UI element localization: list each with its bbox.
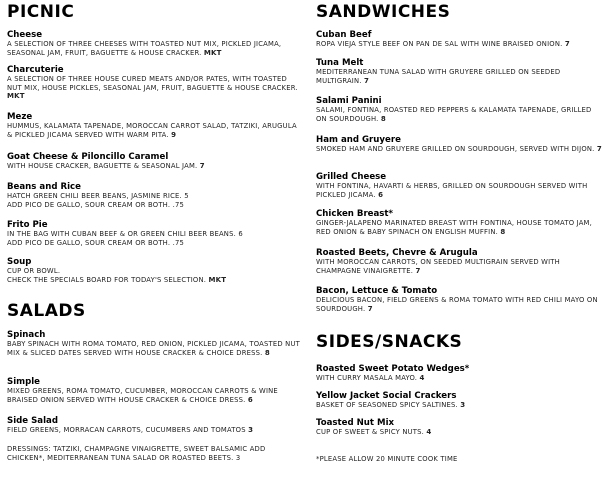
item-desc: BASKET OF SEASONED SPICY SALTINES. <box>316 401 458 409</box>
menu-item-grilled-cheese <box>316 172 602 199</box>
item-price: 3 <box>248 426 254 434</box>
item-name: Bacon, Lettuce & Tomato <box>316 286 438 296</box>
item-price: 7 <box>415 266 421 275</box>
menu-item-crackers <box>316 391 602 410</box>
item-desc: A SELECTION OF THREE HOUSE CURED MEATS AND/OR PATES, WITH TOASTED NUT MIX, HOUSE PICKLES, SEASONAL JAM, FRUIT, BAGUETTE & HOUSE CRACKER. <box>7 75 298 92</box>
menu-item-frito-pie <box>7 220 303 247</box>
item-price: 6 <box>247 395 253 404</box>
sides-title: SIDES/SNACKS <box>316 332 463 352</box>
menu-item-toasted-nut-mix <box>316 418 602 437</box>
item-desc: MEDITERRANEAN TUNA SALAD WITH GRUYERE GRILLED ON SEEDED MULTIGRAIN. <box>316 68 561 85</box>
item-name: Roasted Sweet Potato Wedges* <box>316 364 470 374</box>
sandwiches-title: SANDWICHES <box>316 2 451 22</box>
item-desc: HATCH GREEN CHILI BEER BEANS, JASMINE RICE. 5 ADD PICO DE GALLO, SOUR CREAM OR BOTH. .75 <box>7 192 189 209</box>
menu-item-tuna-melt <box>316 58 602 85</box>
salads-title: SALADS <box>7 301 86 321</box>
item-price: 7 <box>199 162 205 170</box>
item-name: Charcuterie <box>7 65 64 75</box>
item-desc: CUP OF SWEET & SPICY NUTS. <box>316 428 425 436</box>
item-name: Frito Pie <box>7 220 48 230</box>
menu-item-sweet-potato-wedges <box>316 364 602 383</box>
item-name: Roasted Beets, Chevre & Arugula <box>316 248 478 258</box>
item-desc: BABY SPINACH WITH ROMA TOMATO, RED ONION, PICKLED JICAMA, TOASTED NUT MIX & SLICED DATES SERVED WITH HOUSE CRACKER & CHOICE DRESS. <box>7 340 300 357</box>
item-desc: IN THE BAG WITH CUBAN BEEF & OR GREEN CHILI BEER BEANS. 6 ADD PICO DE GALLO, SOUR CREAM OR BOTH. .75 <box>7 230 243 247</box>
item-desc: HUMMUS, KALAMATA TAPENADE, MOROCCAN CARROT SALAD, TATZIKI, ARUGULA & PICKLED JICAMA SERVED WITH WARM PITA. <box>7 122 297 139</box>
cook-time-note: *PLEASE ALLOW 20 MINUTE COOK TIME <box>316 455 458 463</box>
item-price: 9 <box>171 130 177 139</box>
item-price: MKT <box>7 92 25 101</box>
item-name: Simple <box>7 377 41 387</box>
item-name: Spinach <box>7 330 46 340</box>
menu-item-salami-panini <box>316 96 602 123</box>
item-price: 4 <box>419 374 425 382</box>
item-name: Salami Panini <box>316 96 382 106</box>
item-desc: ROPA VIEJA STYLE BEEF ON PAN DE SAL WITH WINE BRAISED ONION. <box>316 40 563 48</box>
menu-item-cuban-beef <box>316 30 602 49</box>
item-name: Side Salad <box>7 416 58 426</box>
menu-item-blt <box>316 286 602 313</box>
menu-item-beans-and-rice <box>7 182 303 209</box>
item-desc: SMOKED HAM AND GRUYERE GRILLED ON SOURDOUGH, SERVED WITH DIJON. <box>316 145 595 153</box>
item-name: Soup <box>7 257 32 267</box>
menu-item-soup <box>7 257 303 284</box>
item-desc: WITH HOUSE CRACKER, BAGUETTE & SEASONAL JAM. <box>7 162 198 170</box>
item-desc: FIELD GREENS, MORRACAN CARROTS, CUCUMBERS AND TOMATOS <box>7 426 246 434</box>
item-price: 8 <box>380 114 386 123</box>
item-name: Cuban Beef <box>316 30 372 40</box>
item-desc: SALAMI, FONTINA, ROASTED RED PEPPERS & KALAMATA TAPENADE, GRILLED ON SOURDOUGH. <box>316 106 592 123</box>
item-price: 7 <box>364 76 370 85</box>
menu-item-simple <box>7 377 303 404</box>
item-price: 3 <box>460 401 466 409</box>
menu-item-side-salad <box>7 416 303 435</box>
item-name: Grilled Cheese <box>316 172 387 182</box>
item-name: Cheese <box>7 30 43 40</box>
item-price: 8 <box>264 348 270 357</box>
item-name: Toasted Nut Mix <box>316 418 395 428</box>
item-name: Goat Cheese & Piloncillo Caramel <box>7 152 169 162</box>
menu-item-goat-cheese <box>7 152 303 171</box>
item-desc: CUP OR BOWL. CHECK THE SPECIALS BOARD FOR TODAY'S SELECTION. <box>7 267 207 284</box>
item-desc: WITH FONTINA, HAVARTI & HERBS, GRILLED ON SOURDOUGH SERVED WITH PICKLED JICAMA. <box>316 182 588 199</box>
item-name: Yellow Jacket Social Crackers <box>316 391 457 401</box>
item-name: Meze <box>7 112 33 122</box>
menu-item-roasted-beets <box>316 248 602 275</box>
menu-item-meze <box>7 112 303 139</box>
item-price: MKT <box>203 48 222 57</box>
item-name: Beans and Rice <box>7 182 81 192</box>
menu-item-spinach <box>7 330 303 357</box>
item-price: 7 <box>596 145 602 153</box>
item-name: Tuna Melt <box>316 58 364 68</box>
dressings-note: DRESSINGS: TATZIKI, CHAMPAGNE VINAIGRETTE, SWEET BALSAMIC ADD CHICKEN*, MEDITERRANEAN TUNA SALAD OR ROASTED BEETS. 3 <box>7 445 266 462</box>
item-desc: A SELECTION OF THREE CHEESES WITH TOASTED NUT MIX, PICKLED JICAMA, SEASONAL JAM, FRUIT, BAGUETTE & HOUSE CRACKER. <box>7 40 282 57</box>
menu-item-cheese <box>7 30 303 57</box>
item-desc: DELICIOUS BACON, FIELD GREENS & ROMA TOMATO WITH RED CHILI MAYO ON SOURDOUGH. <box>316 296 598 313</box>
item-price: 6 <box>378 190 384 199</box>
item-price: MKT <box>208 275 227 284</box>
item-price: 7 <box>564 40 570 48</box>
item-price: 7 <box>367 304 373 313</box>
item-name: Ham and Gruyere <box>316 135 401 145</box>
menu-item-chicken-breast <box>316 209 602 236</box>
picnic-title: PICNIC <box>7 2 75 22</box>
item-price: 8 <box>500 227 506 236</box>
item-desc: WITH MOROCCAN CARROTS, ON SEEDED MULTIGRAIN SERVED WITH CHAMPAGNE VINAIGRETTE. <box>316 258 560 275</box>
menu-item-charcuterie <box>7 65 303 101</box>
item-price: 4 <box>426 428 432 436</box>
item-desc: MIXED GREENS, ROMA TOMATO, CUCUMBER, MOROCCAN CARROTS & WINE BRAISED ONION SERVED WITH HOUSE CRACKER & CHOICE DRESS. <box>7 387 278 404</box>
item-name: Chicken Breast* <box>316 209 394 219</box>
item-desc: GINGER-JALAPENO MARINATED BREAST WITH FONTINA, HOUSE TOMATO JAM, RED ONION & BABY SPINACH ON ENGLISH MUFFIN. <box>316 219 592 236</box>
item-desc: WITH CURRY MASALA MAYO. <box>316 374 418 382</box>
menu-item-ham-and-gruyere <box>316 135 602 154</box>
